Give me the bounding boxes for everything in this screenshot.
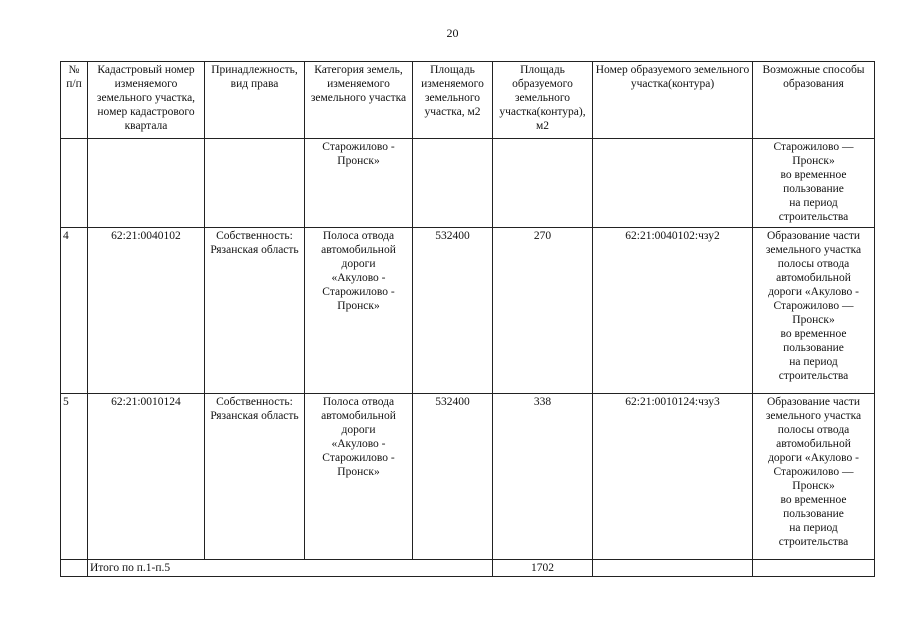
land-plots-table [60, 61, 875, 577]
total-value: 1702 [493, 560, 593, 577]
row-num: 5 [61, 394, 88, 560]
row-new-number [593, 139, 753, 228]
row-category: Старожилово - Пронск» [305, 139, 413, 228]
row-ownership: Собственность: Рязанская область [205, 394, 305, 560]
table-row [61, 394, 875, 560]
table-header-row [61, 62, 875, 139]
row-area-changed: 532400 [413, 394, 493, 560]
header-cadastral: Кадастровый номер изменяемого земельного участка, номер кадастрового квартала [88, 62, 205, 139]
header-ownership: Принадлежность, вид права [205, 62, 305, 139]
total-empty-cell [753, 560, 875, 577]
row-cadastral: 62:21:0040102 [88, 228, 205, 394]
total-label: Итого по п.1-п.5 [88, 560, 493, 577]
row-cadastral [88, 139, 205, 228]
row-new-number: 62:21:0010124:чзу3 [593, 394, 753, 560]
header-category: Категория земель, изменяемого земельного участка [305, 62, 413, 139]
row-method: Образование части земельного участка полосы отвода автомобильной дороги «Акулово - Старожилово — Пронск» во временное пользование на период строительства [753, 394, 875, 560]
table-row [61, 139, 875, 228]
row-ownership: Собственность: Рязанская область [205, 228, 305, 394]
header-new-number: Номер образуемого земельного участка(контура) [593, 62, 753, 139]
total-empty-cell [593, 560, 753, 577]
row-area-formed: 338 [493, 394, 593, 560]
row-area-formed [493, 139, 593, 228]
row-num: 4 [61, 228, 88, 394]
row-method: Старожилово — Пронск» во временное пользование на период строительства [753, 139, 875, 228]
row-category: Полоса отвода автомобильной дороги «Акулово - Старожилово - Пронск» [305, 394, 413, 560]
row-area-changed: 532400 [413, 228, 493, 394]
header-area-formed: Площадь образуемого земельного участка(контура), м2 [493, 62, 593, 139]
row-method: Образование части земельного участка полосы отвода автомобильной дороги «Акулово - Старожилово — Пронск» во временное пользование на период строительства [753, 228, 875, 394]
page-number: 20 [446, 26, 459, 40]
header-area-changed: Площадь изменяемого земельного участка, м2 [413, 62, 493, 139]
row-cadastral: 62:21:0010124 [88, 394, 205, 560]
header-method: Возможные способы образования [753, 62, 875, 139]
row-num [61, 139, 88, 228]
row-new-number: 62:21:0040102:чзу2 [593, 228, 753, 394]
total-row [61, 560, 875, 577]
row-area-changed [413, 139, 493, 228]
table-row [61, 228, 875, 394]
row-category: Полоса отвода автомобильной дороги «Акулово - Старожилово - Пронск» [305, 228, 413, 394]
row-area-formed: 270 [493, 228, 593, 394]
total-num-cell [61, 560, 88, 577]
row-ownership [205, 139, 305, 228]
header-num: № п/п [61, 62, 88, 139]
